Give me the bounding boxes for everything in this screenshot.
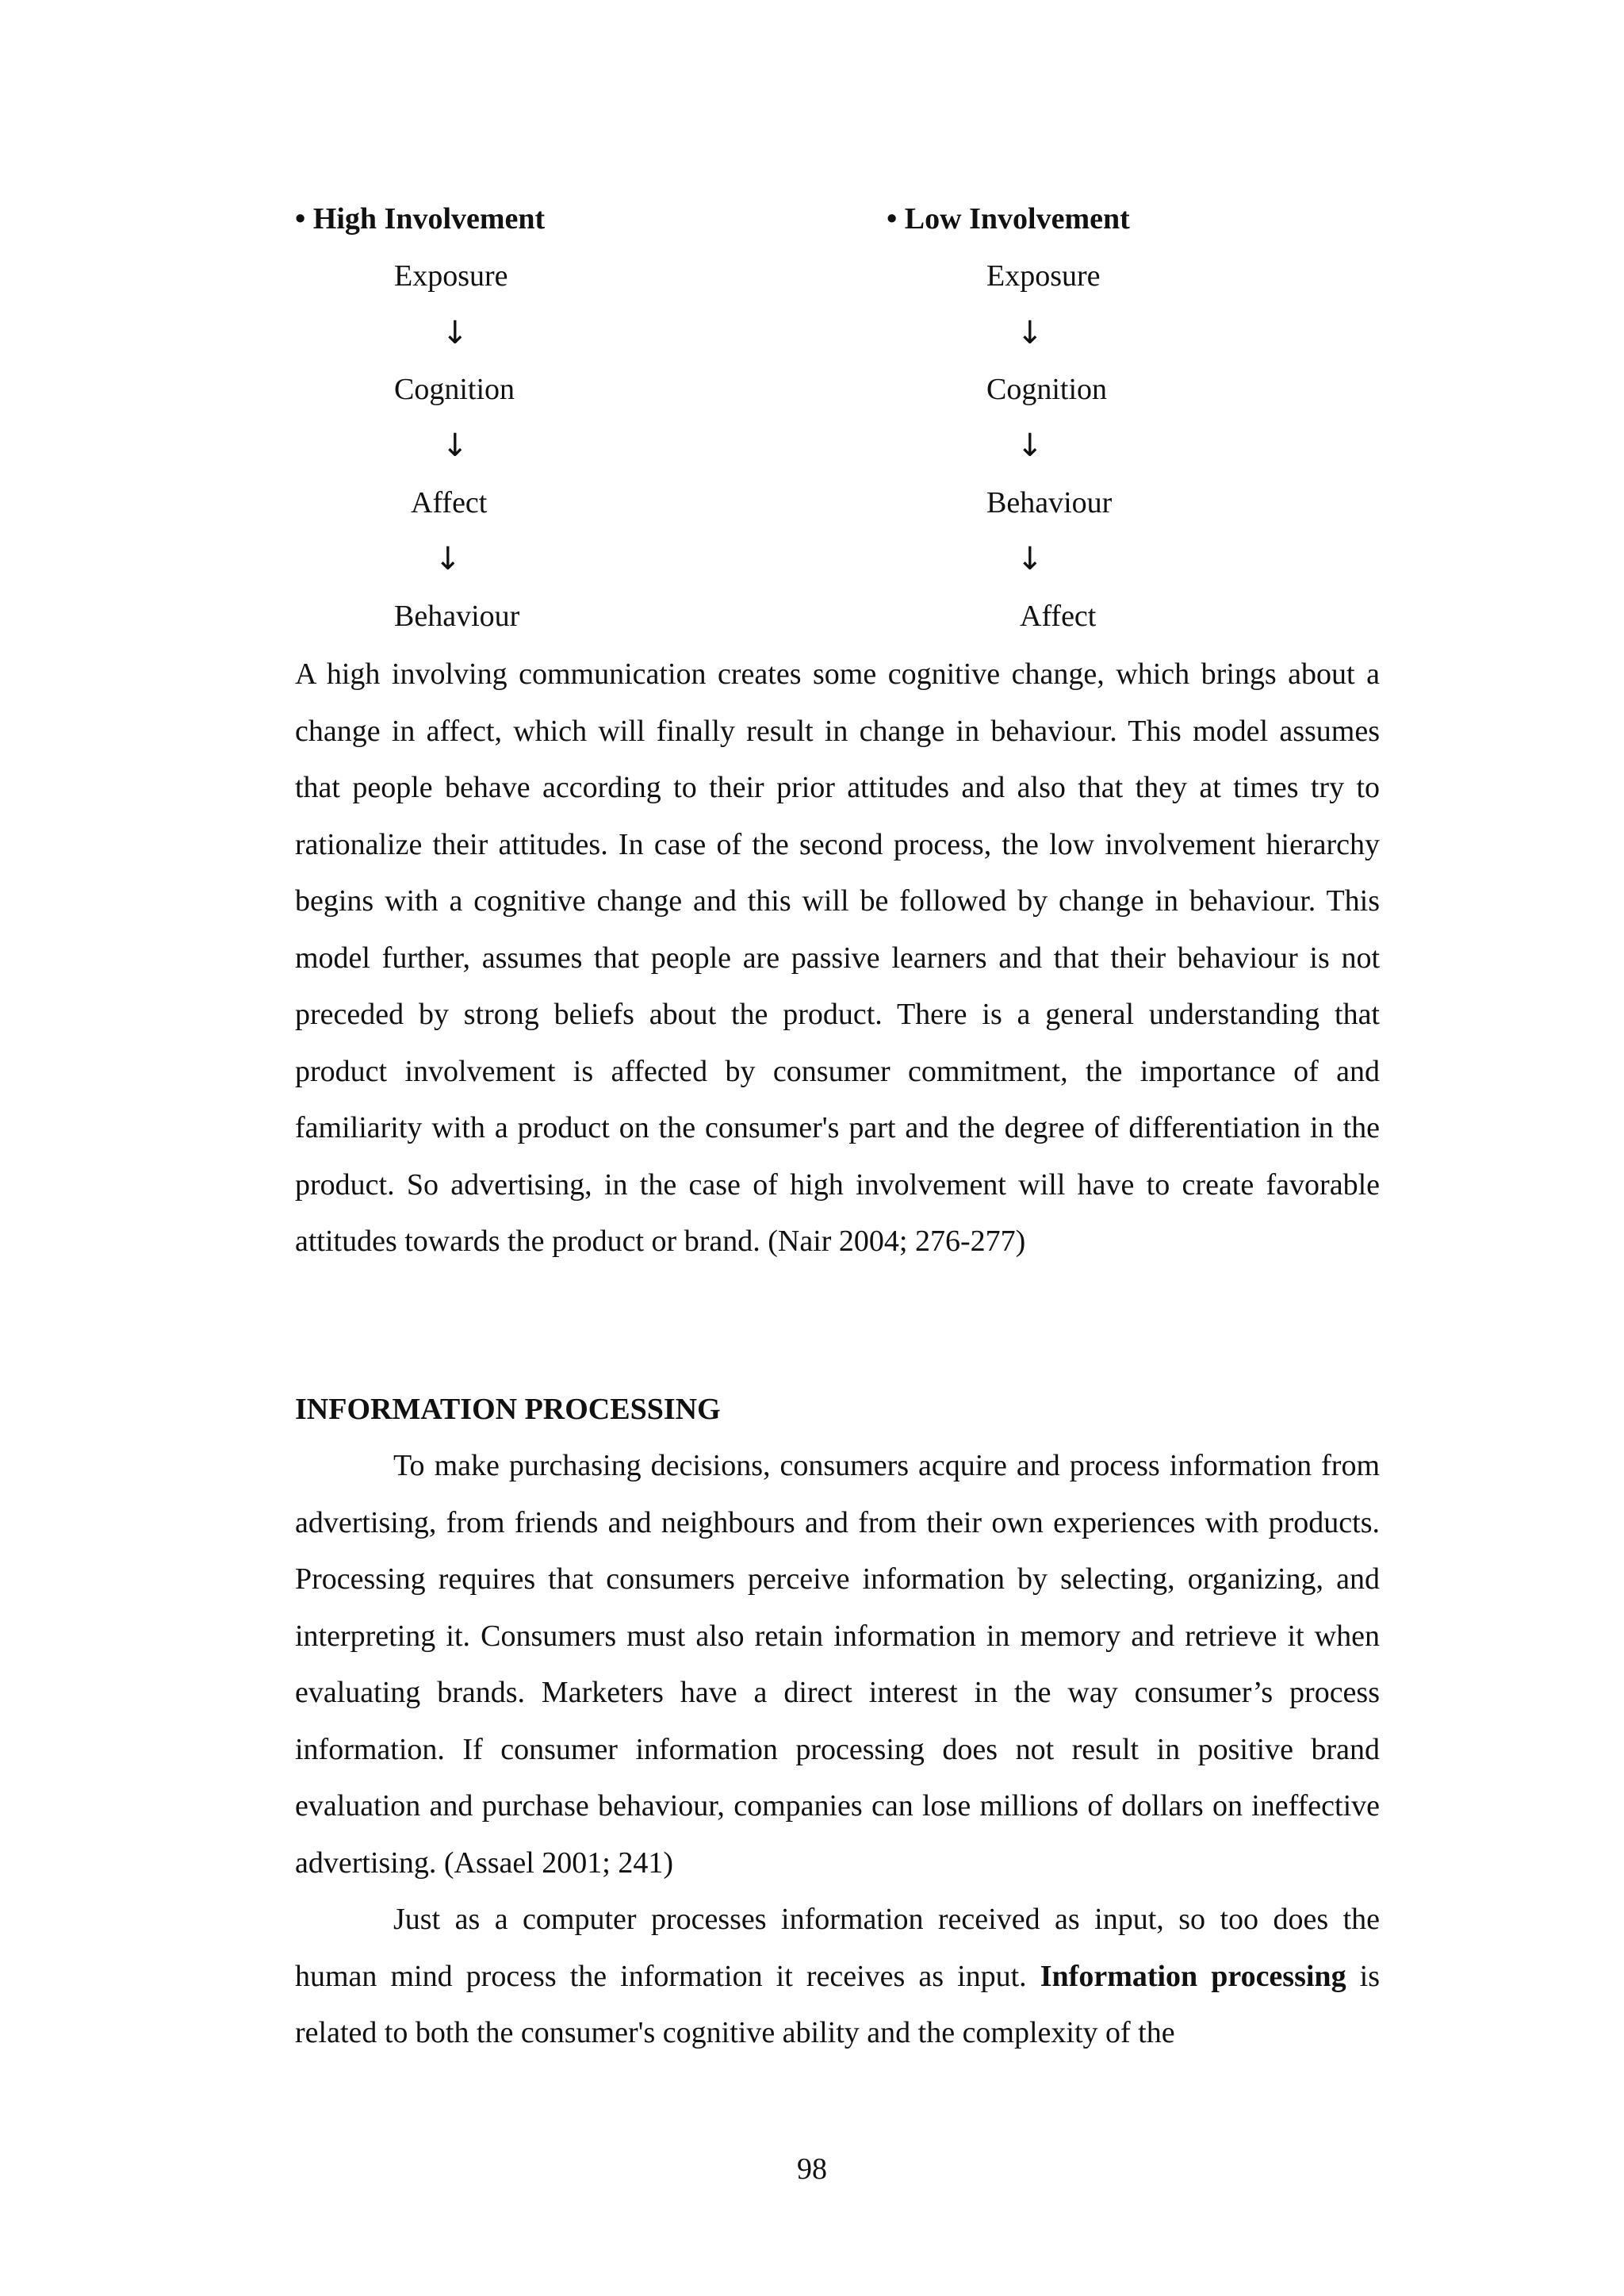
low-step-exposure: Exposure	[986, 259, 1101, 293]
low-step-affect: Affect	[1020, 600, 1097, 633]
bold-term: Information processing	[1040, 1959, 1346, 1993]
paragraph-text: Just as a computer processes information received as input, so too does the human mind process the information it receives as input.	[295, 1903, 1380, 1993]
paragraph-computer-analogy	[295, 1892, 1380, 2062]
page-number: 98	[797, 2152, 827, 2186]
low-step-cognition: Cognition	[986, 373, 1108, 406]
down-arrow-icon: ↓	[435, 541, 462, 577]
down-arrow-icon: ↓	[442, 315, 469, 351]
down-arrow-icon: ↓	[442, 427, 469, 464]
low-step-behaviour: Behaviour	[986, 486, 1113, 519]
paragraph-information-processing: To make purchasing decisions, consumers acquire and process information from advertising, from friends and neighbours and from their own experiences with products. Processing requires that consumers perceive information by selecting, organizing, and interpreting it. Consumers must also retain information in memory and retrieve it when evaluating brands. Marketers have a direct interest in the way consumer’s process information. If consumer information processing does not result in positive brand evaluation and purchase behaviour, companies can lose millions of dollars on ineffective advertising. (Assael 2001; 241)	[295, 1449, 1380, 1880]
paragraph-involvement: A high involving communication creates some cognitive change, which brings about a change in affect, which will finally result in change in behaviour. This model assumes that people behave according to their prior attitudes and also that they at times try to rationalize their attitudes. In case of the second process, the low involvement hierarchy begins with a cognitive change and this will be followed by change in behaviour. This model further, assumes that people are passive learners and that their behaviour is not preceded by strong beliefs about the product. There is a general understanding that product involvement is affected by consumer commitment, the importance of and familiarity with a product on the consumer's part and the degree of differentiation in the product. So advertising, in the case of high involvement will have to create favorable attitudes towards the product or brand. (Nair 2004; 276-277)	[295, 657, 1380, 1258]
high-step-behaviour: Behaviour	[394, 600, 520, 633]
high-step-affect: Affect	[411, 486, 488, 519]
down-arrow-icon: ↓	[1017, 315, 1044, 351]
body-text-block	[295, 1438, 1380, 2062]
section-heading: INFORMATION PROCESSING	[295, 1393, 721, 1426]
high-step-exposure: Exposure	[394, 259, 508, 293]
down-arrow-icon: ↓	[1017, 541, 1044, 577]
down-arrow-icon: ↓	[1017, 427, 1044, 464]
paragraph-text: is related to both the consumer's cognitive ability and the complexity of the	[295, 1959, 1380, 2049]
high-step-cognition: Cognition	[394, 373, 515, 406]
low-involvement-heading: • Low Involvement	[887, 202, 1130, 236]
high-involvement-heading: • High Involvement	[295, 202, 546, 236]
body-text-block	[295, 646, 1380, 1271]
